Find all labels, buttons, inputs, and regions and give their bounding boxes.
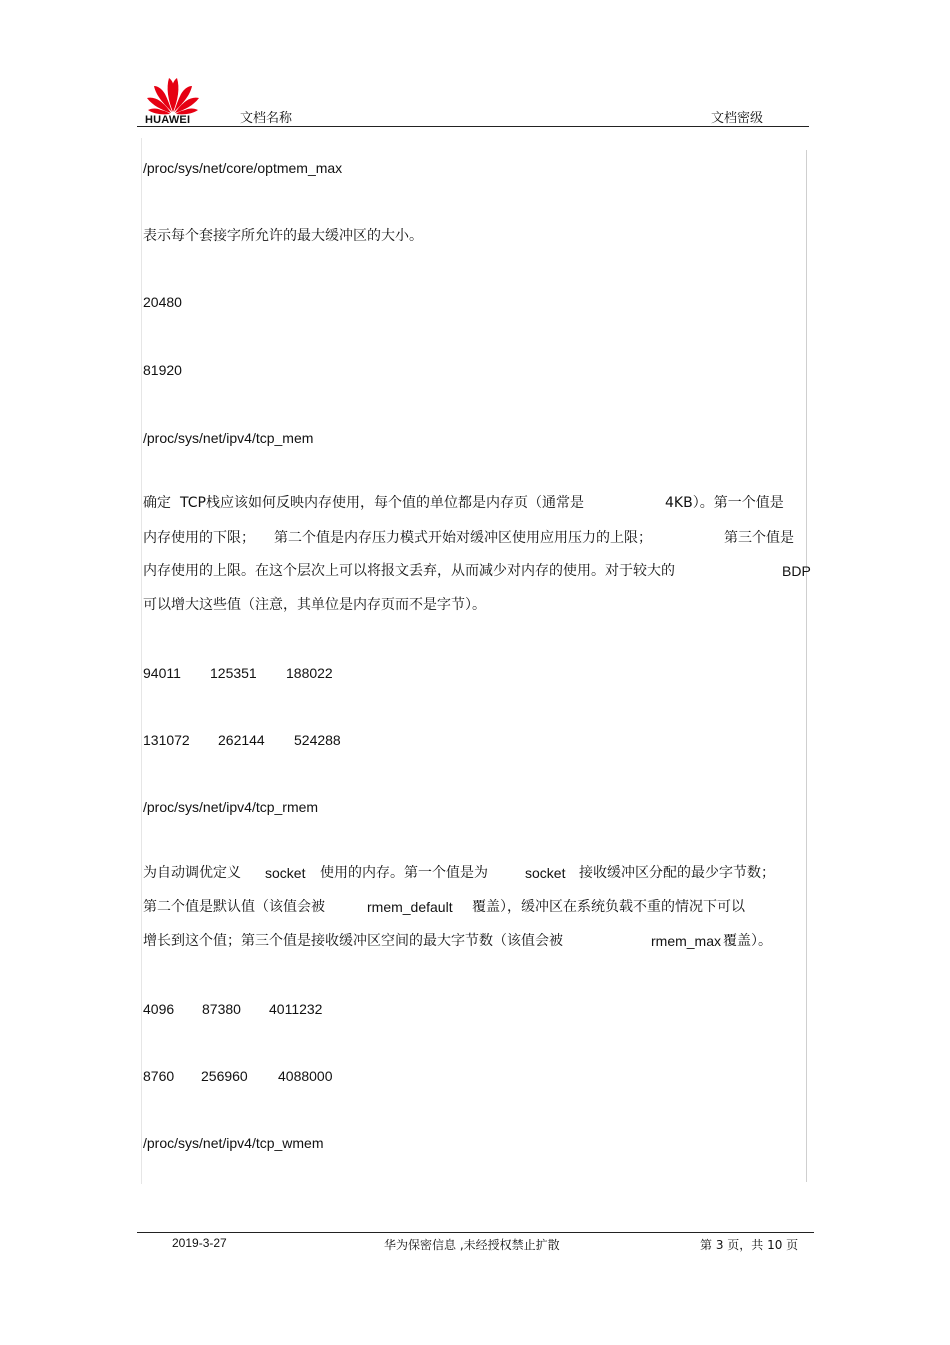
value-cell: 87380 [202, 1001, 241, 1017]
tcp-mem-desc-line-1 [143, 494, 813, 512]
tcp-rmem-values-row-1 [143, 1000, 813, 1018]
tcp-rmem-values-row-2 [143, 1067, 813, 1085]
text-segment: 第二个值是内存压力模式开始对缓冲区使用应用压力的上限； [274, 530, 652, 546]
path-tcp-rmem: /proc/sys/net/ipv4/tcp_rmem [143, 799, 319, 815]
tcp-mem-values-row-2 [143, 731, 813, 749]
path-tcp-wmem: /proc/sys/net/ipv4/tcp_wmem [143, 1135, 324, 1151]
document-name: 文档名称 [240, 111, 293, 126]
text-segment: socket [265, 865, 306, 881]
value-optmem-recommended: 81920 [143, 362, 182, 378]
text-segment: 第三个值是 [724, 530, 794, 546]
tcp-mem-values-row-1 [143, 664, 813, 682]
header-divider [137, 126, 809, 127]
text-segment: 确定 [143, 495, 171, 511]
tcp-rmem-desc-line-2 [143, 898, 813, 916]
text-segment: rmem_max [651, 933, 722, 949]
value-cell: 8760 [143, 1068, 175, 1084]
value-cell: 188022 [286, 665, 333, 681]
text-segment: BDP [782, 563, 811, 579]
text-segment: 覆盖）。 [723, 933, 772, 949]
logo-wordmark: HUAWEI [145, 114, 191, 126]
left-margin-line [141, 138, 142, 1184]
value-cell: 4096 [143, 1001, 175, 1017]
document-level: 文档密级 [711, 111, 764, 126]
footer-date: 2019-3-27 [172, 1236, 227, 1250]
value-optmem-default: 20480 [143, 294, 182, 310]
desc-optmem-max: 表示每个套接字所允许的最大缓冲区的大小。 [143, 228, 423, 244]
value-cell: 4088000 [278, 1068, 333, 1084]
text-segment: TCP栈应该如何反映内存使用，每个值的单位都是内存页（通常是 [180, 495, 584, 511]
path-optmem-max: /proc/sys/net/core/optmem_max [143, 160, 343, 176]
path-tcp-mem: /proc/sys/net/ipv4/tcp_mem [143, 430, 314, 446]
text-segment: 接收缓冲区分配的最少字节数； [579, 865, 775, 881]
text-segment: 覆盖），缓冲区在系统负载不重的情况下可以 [472, 899, 745, 915]
text-segment: socket [525, 865, 566, 881]
value-cell: 131072 [143, 732, 190, 748]
footer-confidential-notice: 华为保密信息 ,未经授权禁止扩散 [384, 1238, 560, 1252]
footer-divider [137, 1232, 814, 1233]
value-cell: 125351 [210, 665, 257, 681]
text-segment: 增长到这个值；第三个值是接收缓冲区空间的最大字节数（该值会被 [143, 933, 563, 949]
tcp-mem-desc-line-3 [143, 562, 813, 580]
value-cell: 262144 [218, 732, 265, 748]
text-segment: 内存使用的下限； [143, 530, 255, 546]
tcp-rmem-desc-line-1 [143, 864, 813, 882]
value-cell: 256960 [201, 1068, 248, 1084]
text-segment: rmem_default [367, 899, 453, 915]
footer-page-number: 第 3 页，共 10 页 [700, 1238, 799, 1252]
value-cell: 524288 [294, 732, 341, 748]
text-segment: 内存使用的上限。在这个层次上可以将报文丢弃，从而减少对内存的使用。对于较大的 [143, 563, 675, 579]
value-cell: 94011 [143, 665, 181, 681]
text-segment: 使用的内存。第一个值是为 [320, 865, 488, 881]
text-segment: 为自动调优定义 [143, 865, 241, 881]
text-segment: 第二个值是默认值（该值会被 [143, 899, 325, 915]
value-cell: 4011232 [269, 1001, 323, 1017]
tcp-mem-desc-line-4: 可以增大这些值（注意，其单位是内存页而不是字节）。 [143, 597, 486, 613]
tcp-rmem-desc-line-3 [143, 932, 813, 950]
tcp-mem-desc-line-2 [143, 529, 813, 547]
text-segment: 4KB）。第一个值是 [665, 495, 784, 511]
